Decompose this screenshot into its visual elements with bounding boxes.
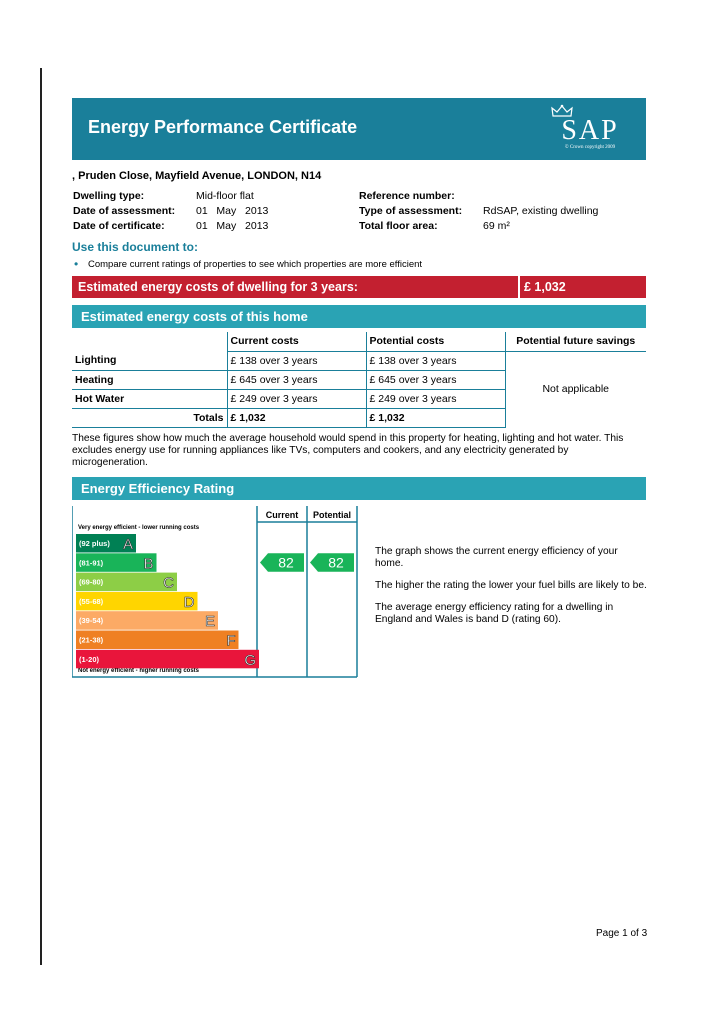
assessment-date-label: Date of assessment: — [73, 205, 176, 217]
rating-text-1: The graph shows the current energy efficiency of your home. — [375, 545, 618, 569]
row-current: £ 249 over 3 years — [227, 389, 366, 408]
header-current-costs: Current costs — [227, 332, 366, 351]
chart-col-potential: Potential — [312, 509, 352, 520]
table-row — [72, 351, 646, 370]
band-bar-g — [76, 649, 259, 668]
costs-section-title: Estimated energy costs of this home — [81, 309, 308, 324]
rating-explanation — [375, 546, 647, 636]
band-range-a: (92 plus) — [79, 538, 110, 548]
chart-bottom-caption: Not energy efficient - higher running costs — [78, 667, 200, 674]
reference-label: Reference number: — [359, 190, 455, 202]
bullet-text: Compare current ratings of properties to see which properties are more efficient — [88, 259, 423, 270]
floor-area-value: 69 m² — [483, 220, 510, 232]
row-potential: £ 645 over 3 years — [366, 370, 505, 389]
header-blank — [72, 332, 227, 351]
estimated-costs-value: £ 1,032 — [524, 280, 566, 294]
header-future-savings: Potential future savings — [505, 332, 646, 351]
band-letter-g: G — [244, 651, 256, 669]
band-letter-e: E — [204, 612, 215, 630]
band-range-e: (39-54) — [79, 615, 104, 625]
band-range-f: (21-38) — [79, 635, 104, 644]
costs-note: These figures show how much the average household would spend in this property for heating, lighting and hot water. This excludes energy use for running appliances like TVs, computers and cookers, and any electricity generated by microgeneration. — [72, 432, 624, 468]
rating-section-heading — [72, 477, 646, 500]
certificate-date-label: Date of certificate: — [73, 220, 165, 232]
row-current: £ 645 over 3 years — [227, 370, 366, 389]
row-name: Hot Water — [75, 392, 125, 405]
sap-logo — [550, 104, 630, 154]
rating-section-title: Energy Efficiency Rating — [81, 480, 235, 496]
total-current: £ 1,032 — [227, 408, 366, 427]
row-name: Lighting — [72, 351, 227, 370]
rating-section — [72, 506, 646, 681]
band-letter-c: C — [163, 574, 174, 592]
band-range-c: (69-80) — [79, 577, 104, 587]
chart-col-current: Current — [265, 509, 299, 520]
bullet-icon: • — [74, 257, 79, 271]
header-potential-costs: Potential costs — [366, 332, 505, 351]
assessment-date-value: 01 May 2013 — [196, 205, 269, 217]
rating-text-2: The higher the rating the lower your fuel bills are likely to be. — [375, 579, 647, 591]
potential-rating-value: 82 — [328, 553, 344, 570]
energy-rating-chart — [72, 506, 360, 681]
sap-logo-text: SAP — [561, 115, 619, 146]
current-rating-value: 82 — [278, 553, 294, 570]
page-number: Page 1 of 3 — [596, 928, 648, 939]
band-range-d: (55-68) — [79, 596, 104, 606]
costs-table — [72, 332, 646, 428]
row-current: £ 138 over 3 years — [227, 351, 366, 370]
banner-divider — [518, 276, 520, 298]
property-details — [72, 190, 646, 238]
total-potential: £ 1,032 — [366, 408, 505, 427]
certificate-header — [72, 98, 646, 160]
rating-text-3: The average energy efficiency rating for a dwelling in England and Wales is band D (rating 60). — [375, 601, 614, 625]
assessment-type-value: RdSAP, existing dwelling — [483, 205, 599, 217]
row-name: Heating — [72, 370, 227, 389]
use-document-heading: Use this document to: — [72, 240, 199, 254]
band-range-g: (1-20) — [79, 654, 100, 664]
floor-area-label: Total floor area: — [359, 220, 438, 232]
savings-cell: Not applicable — [505, 351, 646, 427]
chart-top-caption: Very energy efficient - lower running costs — [78, 524, 200, 531]
dwelling-type-value: Mid-floor flat — [196, 190, 254, 202]
estimated-costs-banner — [72, 276, 646, 298]
estimated-costs-label: Estimated energy costs of dwelling for 3 years: — [78, 280, 358, 294]
band-letter-d: D — [183, 593, 195, 611]
band-letter-b: B — [143, 554, 154, 572]
row-potential: £ 138 over 3 years — [366, 351, 505, 370]
band-letter-f: F — [226, 632, 236, 649]
costs-section-heading — [72, 305, 646, 328]
property-address: , Pruden Close, Mayfield Avenue, LONDON, N14 — [72, 170, 322, 182]
dwelling-type-label: Dwelling type: — [73, 190, 145, 202]
certificate-date-value: 01 May 2013 — [196, 220, 269, 232]
certificate-title: Energy Performance Certificate — [88, 117, 358, 137]
band-letter-a: A — [122, 535, 133, 553]
band-range-b: (81-91) — [79, 557, 104, 567]
row-potential: £ 249 over 3 years — [366, 389, 505, 408]
costs-table-header — [72, 332, 646, 351]
margin-rule — [40, 68, 42, 965]
certificate-page — [72, 98, 646, 681]
assessment-type-label: Type of assessment: — [359, 205, 463, 217]
use-document-bullet — [72, 259, 646, 273]
copyright-text: © Crown copyright 2009 — [564, 145, 616, 150]
totals-label: Totals — [72, 408, 227, 427]
